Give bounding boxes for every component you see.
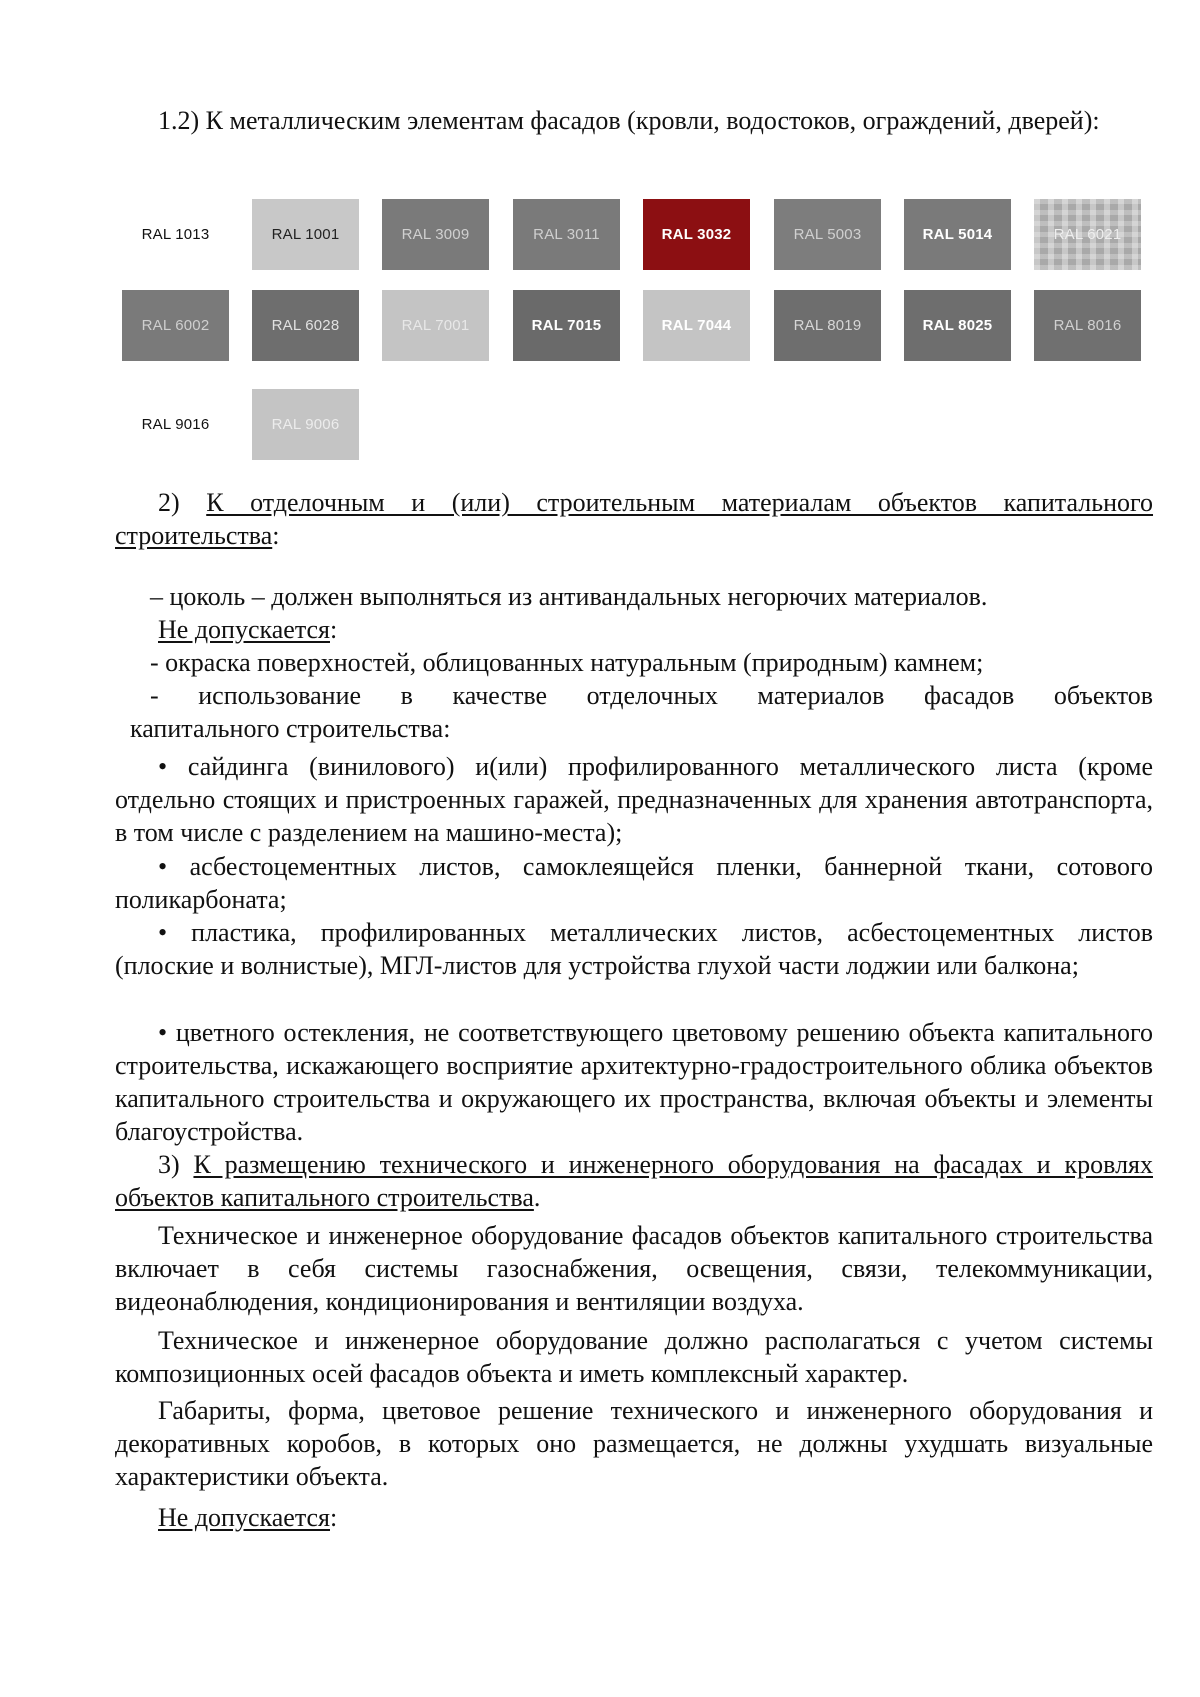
section-3-para-3: Габариты, форма, цветовое решение технического и инженерного оборудования и декоративных коробов, в которых оно размещается, не должны ухудшать визуальные характеристики объекта. [115, 1396, 1153, 1491]
ral-swatch-ral-6021: RAL 6021 [1034, 199, 1141, 270]
not-allowed-tail-2: : [330, 1503, 338, 1532]
section-3-heading-tail: . [533, 1183, 541, 1212]
socle-item: – цоколь – должен выполняться из антивандальных негорючих материалов. [150, 582, 988, 611]
ral-swatch-ral-3009: RAL 3009 [382, 199, 489, 270]
ral-swatch-ral-5014: RAL 5014 [904, 199, 1011, 270]
item-use-line-2: капитального строительства: [130, 714, 451, 743]
not-allowed-tail-1: : [330, 615, 338, 644]
ral-swatch-ral-9006: RAL 9006 [252, 389, 359, 460]
ral-swatch-ral-6028: RAL 6028 [252, 290, 359, 361]
section-1-2-lead: 1.2) К металлическим элементам фасадов (кровли, водостоков, ограждений, дверей): [158, 106, 1100, 135]
ral-swatch-ral-5003: RAL 5003 [774, 199, 881, 270]
bullet-glazing: • цветного остекления, не соответствующего цветовому решению объекта капитального строительства, искажающего восприятие архитектурно-градостроительного облика объектов капитального строительства и окружающего их пространства, включая объекты и элементы благоустройства. [115, 1018, 1153, 1146]
section-2-heading-paragraph [115, 486, 1153, 552]
ral-swatch-ral-8016: RAL 8016 [1034, 290, 1141, 361]
not-allowed-heading-2 [158, 1501, 1153, 1534]
bullet-plastic: • пластика, профилированных металлических листов, асбестоцементных листов (плоские и волнистые), МГЛ-листов для устройства глухой части лоджии или балкона; [115, 918, 1153, 980]
bullet-asbestos: • асбестоцементных листов, самоклеящейся пленки, баннерной ткани, сотового поликарбоната; [115, 852, 1153, 914]
not-allowed-heading-1 [158, 613, 1153, 646]
section-3-number: 3) [158, 1150, 180, 1179]
section-3-para-2: Техническое и инженерное оборудование должно располагаться с учетом системы композиционных осей фасадов объекта и иметь комплексный характер. [115, 1326, 1153, 1388]
not-allowed-label-2: Не допускается [158, 1503, 330, 1532]
section-2-heading: К отделочным и (или) строительным материалам объектов капитального строительства [115, 488, 1154, 550]
ral-swatch-ral-3032: RAL 3032 [643, 199, 750, 270]
item-use-line-1: - использование в качестве отделочных материалов фасадов объектов [150, 681, 1153, 710]
ral-swatch-ral-8025: RAL 8025 [904, 290, 1011, 361]
bullet-siding: • сайдинга (винилового) и(или) профилированного металлического листа (кроме отдельно стоящих и пристроенных гаражей, предназначенных для хранения автотранспорта, в том числе с разделением на машино-места); [115, 752, 1153, 847]
ral-swatch-ral-1013: RAL 1013 [122, 199, 229, 270]
ral-swatch-ral-3011: RAL 3011 [513, 199, 620, 270]
ral-swatch-ral-8019: RAL 8019 [774, 290, 881, 361]
section-3-heading: К размещению технического и инженерного оборудования на фасадах и кровлях объектов капитального строительства [115, 1150, 1153, 1212]
section-2-heading-tail: : [272, 521, 280, 550]
ral-swatch-ral-9016: RAL 9016 [122, 389, 229, 460]
section-3-para-1: Техническое и инженерное оборудование фасадов объектов капитального строительства включает в себя системы газоснабжения, освещения, связи, телекоммуникации, видеонаблюдения, кондиционирования и вентиляции воздуха. [115, 1221, 1153, 1316]
ral-swatch-ral-1001: RAL 1001 [252, 199, 359, 270]
item-paint: - окраска поверхностей, облицованных натуральным (природным) камнем; [150, 648, 984, 677]
ral-swatch-ral-7044: RAL 7044 [643, 290, 750, 361]
section-2-number: 2) [158, 488, 180, 517]
section-3-heading-paragraph [115, 1148, 1153, 1214]
ral-swatch-ral-7001: RAL 7001 [382, 290, 489, 361]
ral-swatch-ral-7015: RAL 7015 [513, 290, 620, 361]
not-allowed-label-1: Не допускается [158, 615, 330, 644]
ral-swatch-ral-6002: RAL 6002 [122, 290, 229, 361]
